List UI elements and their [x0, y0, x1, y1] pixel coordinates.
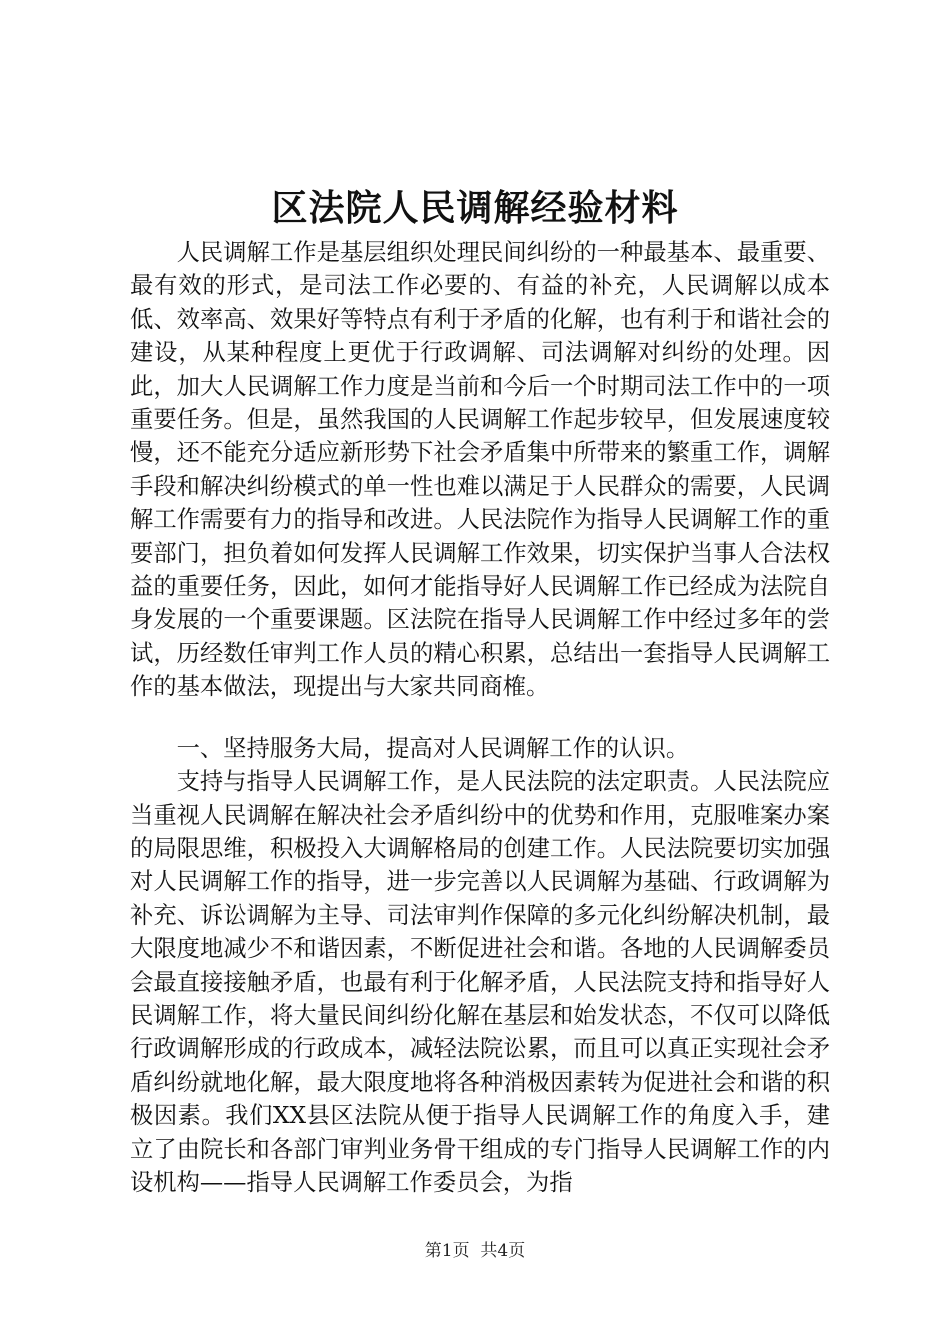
page-label-mid: 页 共	[452, 1241, 498, 1261]
section-heading: 一、坚持服务大局，提高对人民调解工作的认识。	[176, 734, 690, 762]
page-footer	[0, 1240, 950, 1262]
document-title: 区法院人民调解经验材料	[271, 187, 679, 229]
page-label-prefix: 第	[424, 1241, 442, 1261]
current-page-number: 1	[441, 1241, 453, 1261]
section-paragraph: 支持与指导人民调解工作，是人民法院的法定职责。人民法院应当重视人民调解在解决社会矛盾纠纷中的优势和作用，克服唯案办案的局限思维，积极投入大调解格局的创建工作。人民法院要切实加强对人民调解工作的指导，进一步完善以人民调解为基础、行政调解为补充、诉讼调解为主导、司法审判作保障的多元化纠纷解决机制，最大限度地减少不和谐因素，不断促进社会和谐。各地的人民调解委员会最直接接触矛盾，也最有利于化解矛盾，人民法院支持和指导好人民调解工作，将大量民间纠纷化解在基层和始发状态，不仅可以降低行政调解形成的行政成本，减轻法院讼累，而且可以真正实现社会矛盾纠纷就地化解，最大限度地将各种消极因素转为促进社会和谐的积极因素。我们XX县区法院从便于指导人民调解工作的角度入手，建立了由院长和各部门审判业务骨干组成的专门指导人民调解工作的内设机构——指导人民调解工作委员会，为指	[130, 768, 830, 1196]
document-body	[130, 236, 830, 1199]
intro-paragraph: 人民调解工作是基层组织处理民间纠纷的一种最基本、最重要、最有效的形式，是司法工作必要的、有益的补充，人民调解以成本低、效率高、效果好等特点有利于矛盾的化解，也有利于和谐社会的建设，从某种程度上更优于行政调解、司法调解对纠纷的处理。因此，加大人民调解工作力度是当前和今后一个时期司法工作中的一项重要任务。但是，虽然我国的人民调解工作起步较早，但发展速度较慢，还不能充分适应新形势下社会矛盾集中所带来的繁重工作，调解手段和解决纠纷模式的单一性也难以满足于人民群众的需要，人民调解工作需要有力的指导和改进。人民法院作为指导人民调解工作的重要部门，担负着如何发挥人民调解工作效果，切实保护当事人合法权益的重要任务，因此，如何才能指导好人民调解工作已经成为法院自身发展的一个重要课题。区法院在指导人民调解工作中经过多年的尝试，历经数任审判工作人员的精心积累，总结出一套指导人民调解工作的基本做法，现提出与大家共同商榷。	[130, 239, 830, 701]
total-pages-number: 4	[497, 1241, 509, 1261]
page-label-suffix: 页	[508, 1241, 526, 1261]
